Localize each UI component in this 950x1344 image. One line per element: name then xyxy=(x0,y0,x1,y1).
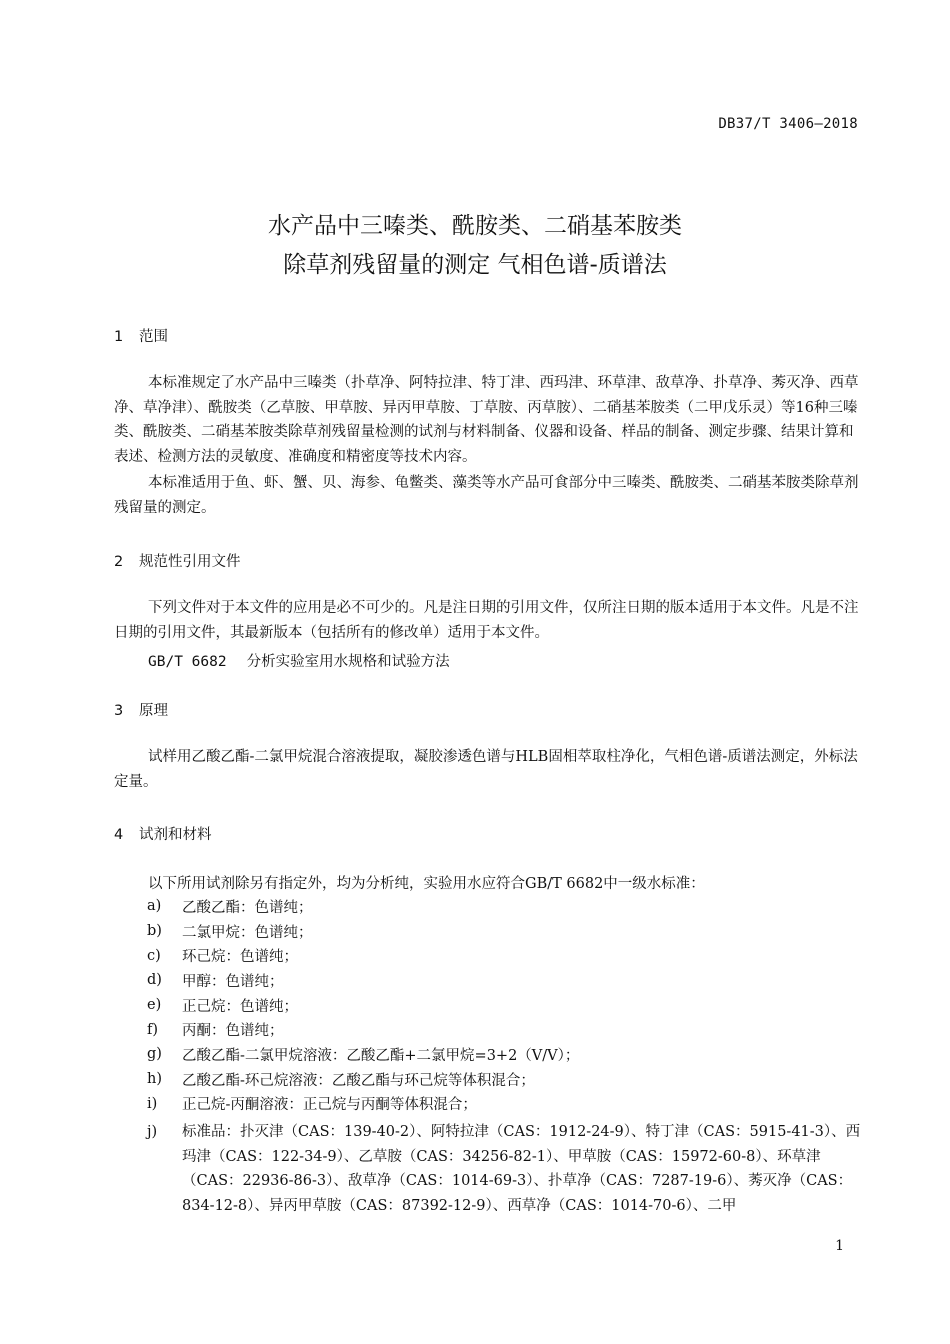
list-item-text: 甲醇：色谱纯； xyxy=(182,973,284,990)
list-item xyxy=(147,1017,863,1042)
paragraph-references: 下列文件对于本文件的应用是必不可少的。凡是注日期的引用文件，仅所注日期的版本适用于本文件。凡是不注日期的引用文件，其最新版本（包括所有的修改单）适用于本文件。 xyxy=(114,600,859,641)
page-number: 1 xyxy=(835,1238,844,1254)
paragraph-principle: 试样用乙酸乙酯-二氯甲烷混合溶液提取，凝胶渗透色谱与HLB固相萃取柱净化，气相色谱-质谱法测定，外标法定量。 xyxy=(114,749,858,790)
reference-title: 分析实验室用水规格和试验方法 xyxy=(246,654,450,670)
section-heading-scope xyxy=(114,325,168,346)
list-item xyxy=(147,943,863,968)
section-heading-reagents xyxy=(114,823,212,844)
reagent-list xyxy=(147,894,863,1218)
reference-code: GB/T 6682 xyxy=(148,654,227,670)
list-item-text: 二氯甲烷：色谱纯； xyxy=(182,924,313,941)
list-item xyxy=(147,993,863,1018)
list-item xyxy=(147,919,863,944)
document-title-line-1: 水产品中三嗪类、酰胺类、二硝基苯胺类 xyxy=(268,213,682,239)
list-item xyxy=(147,1120,863,1218)
list-item-text: 正己烷-丙酮溶液：正己烷与丙酮等体积混合； xyxy=(182,1097,477,1114)
list-item-text: 乙酸乙酯-二氯甲烷溶液：乙酸乙酯+二氯甲烷=3+2（V/V）； xyxy=(182,1047,580,1064)
list-marker: c) xyxy=(147,947,161,964)
list-item-text: 标准品：扑灭津（CAS：139-40-2）、阿特拉津（CAS：1912-24-9）、特丁津（CAS：5915-41-3）、西玛津（CAS：122-34-9）、乙草胺（CAS：34256-82-1）、甲草胺（CAS：15972-60-8）、环草津（CAS：22936-86-3）、敌草净（CAS：1014-69-3）、扑草净（CAS：7287-19-6）、莠灭净（CAS：834-12-8）、异丙甲草胺（CAS：87392-12-9）、西草净（CAS：1014-70-6）、二甲 xyxy=(182,1124,861,1214)
section-title: 规范性引用文件 xyxy=(139,554,241,570)
standard-code: DB37/T 3406—2018 xyxy=(718,116,858,132)
list-item xyxy=(147,968,863,993)
section-title: 原理 xyxy=(139,703,168,719)
list-item xyxy=(147,894,863,919)
list-item-text: 丙酮：色谱纯； xyxy=(182,1023,284,1040)
reference-entry xyxy=(148,650,450,671)
list-item-text: 正己烷：色谱纯； xyxy=(182,998,298,1015)
list-item-text: 乙酸乙酯-环己烷溶液：乙酸乙酯与环己烷等体积混合； xyxy=(182,1072,535,1089)
list-item-text: 环己烷：色谱纯； xyxy=(182,949,298,966)
paragraph-scope-1: 本标准规定了水产品中三嗪类（扑草净、阿特拉津、特丁津、西玛津、环草津、敌草净、扑草净、莠灭净、西草净、草净津）、酰胺类（乙草胺、甲草胺、异丙甲草胺、丁草胺、丙草胺）、二硝基苯胺类（二甲戊乐灵）等16种三嗪类、酰胺类、二硝基苯胺类除草剂残留量检测的试剂与材料制备、仪器和设备、样品的制备、测定步骤、结果计算和表述、检测方法的灵敏度、准确度和精密度等技术内容。 xyxy=(114,375,859,465)
list-marker: g) xyxy=(147,1046,162,1063)
section-title: 范围 xyxy=(139,329,168,345)
section-heading-normative-references xyxy=(114,550,241,571)
section-heading-principle xyxy=(114,699,168,720)
list-item xyxy=(147,1042,863,1067)
list-item xyxy=(147,1067,863,1092)
section-number: 1 xyxy=(114,329,124,345)
section-title: 试剂和材料 xyxy=(139,827,212,843)
list-marker: a) xyxy=(147,898,162,915)
list-marker: d) xyxy=(147,972,162,989)
section-number: 2 xyxy=(114,554,124,570)
list-item-text: 乙酸乙酯：色谱纯； xyxy=(182,899,313,916)
list-marker: b) xyxy=(147,923,162,940)
list-marker: i) xyxy=(147,1095,158,1112)
section-number: 4 xyxy=(114,827,124,843)
list-marker: j) xyxy=(147,1124,158,1141)
list-marker: f) xyxy=(147,1021,159,1038)
paragraph-scope-2: 本标准适用于鱼、虾、蟹、贝、海参、龟鳖类、藻类等水产品可食部分中三嗪类、酰胺类、二硝基苯胺类除草剂残留量的测定。 xyxy=(114,475,859,516)
list-item xyxy=(147,1092,863,1117)
section-number: 3 xyxy=(114,703,124,719)
reagents-intro: 以下所用试剂除另有指定外，均为分析纯，实验用水应符合GB/T 6682中一级水标准： xyxy=(148,876,705,892)
list-marker: h) xyxy=(147,1071,162,1088)
document-title-line-2: 除草剂残留量的测定 气相色谱-质谱法 xyxy=(283,252,667,278)
list-marker: e) xyxy=(147,997,162,1014)
